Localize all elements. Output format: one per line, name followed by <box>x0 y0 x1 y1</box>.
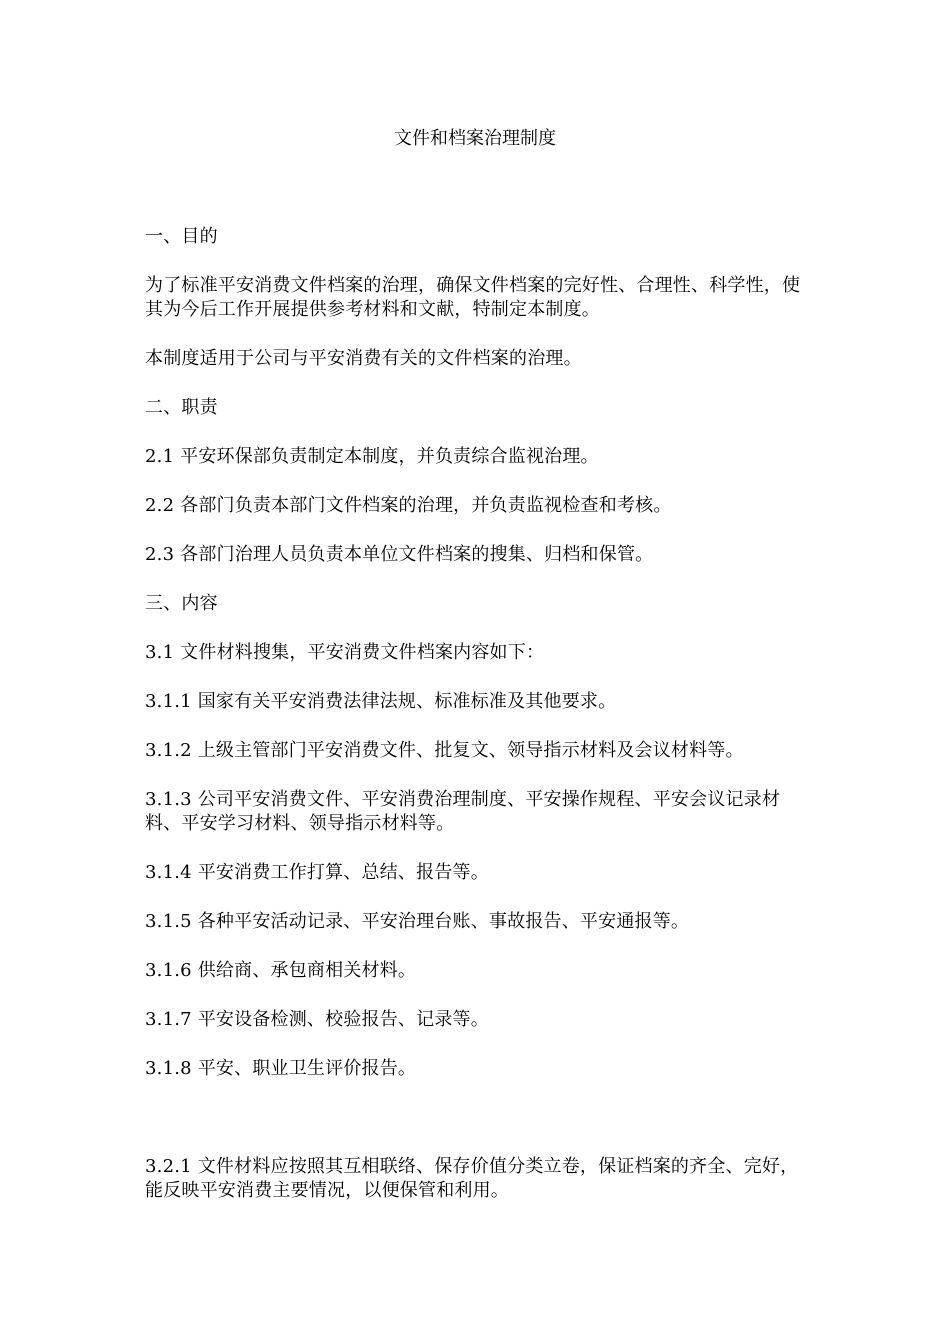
clause-3-1-2: 3.1.2 上级主管部门平安消费文件、批复文、领导指示材料及会议材料等。 <box>145 740 744 761</box>
clause-3-1-6: 3.1.6 供给商、承包商相关材料。 <box>145 960 417 981</box>
clause-3-1-3: 3.1.3 公司平安消费文件、平安消费治理制度、平安操作规程、平安会议记录材料、平安学习材料、领导指示材料等。 <box>145 789 781 834</box>
clause-2-1: 2.1 平安环保部负责制定本制度，并负责综合监视治理。 <box>145 446 599 467</box>
document-body <box>145 225 805 1228</box>
clause-3-1-8: 3.1.8 平安、职业卫生评价报告。 <box>145 1058 417 1079</box>
scope-paragraph: 本制度适用于公司与平安消费有关的文件档案的治理。 <box>145 348 582 369</box>
section-heading-purpose: 一、目的 <box>145 226 218 247</box>
section-heading-content: 三、内容 <box>145 593 218 614</box>
clause-3-1-5: 3.1.5 各种平安活动记录、平安治理台账、事故报告、平安通报等。 <box>145 911 690 932</box>
section-heading-responsibilities: 二、职责 <box>145 397 218 418</box>
clause-3-1: 3.1 文件材料搜集，平安消费文件档案内容如下： <box>145 642 545 663</box>
clause-3-1-7: 3.1.7 平安设备检测、校验报告、记录等。 <box>145 1009 489 1030</box>
clause-3-1-1: 3.1.1 国家有关平安消费法律法规、标准标准及其他要求。 <box>145 691 617 712</box>
clause-2-2: 2.2 各部门负责本部门文件档案的治理，并负责监视检查和考核。 <box>145 495 672 516</box>
clause-3-2-1: 3.2.1 文件材料应按照其互相联络、保存价值分类立卷，保证档案的齐全、完好，能反映平安消费主要情况，以便保管和利用。 <box>145 1156 799 1201</box>
clause-3-1-4: 3.1.4 平安消费工作打算、总结、报告等。 <box>145 862 489 883</box>
purpose-paragraph: 为了标准平安消费文件档案的治理，确保文件档案的完好性、合理性、科学性，使其为今后工作开展提供参考材料和文献，特制定本制度。 <box>145 275 801 320</box>
document-title: 文件和档案治理制度 <box>394 128 556 149</box>
blank-space <box>145 1106 805 1155</box>
clause-2-3: 2.3 各部门治理人员负责本单位文件档案的搜集、归档和保管。 <box>145 544 654 565</box>
